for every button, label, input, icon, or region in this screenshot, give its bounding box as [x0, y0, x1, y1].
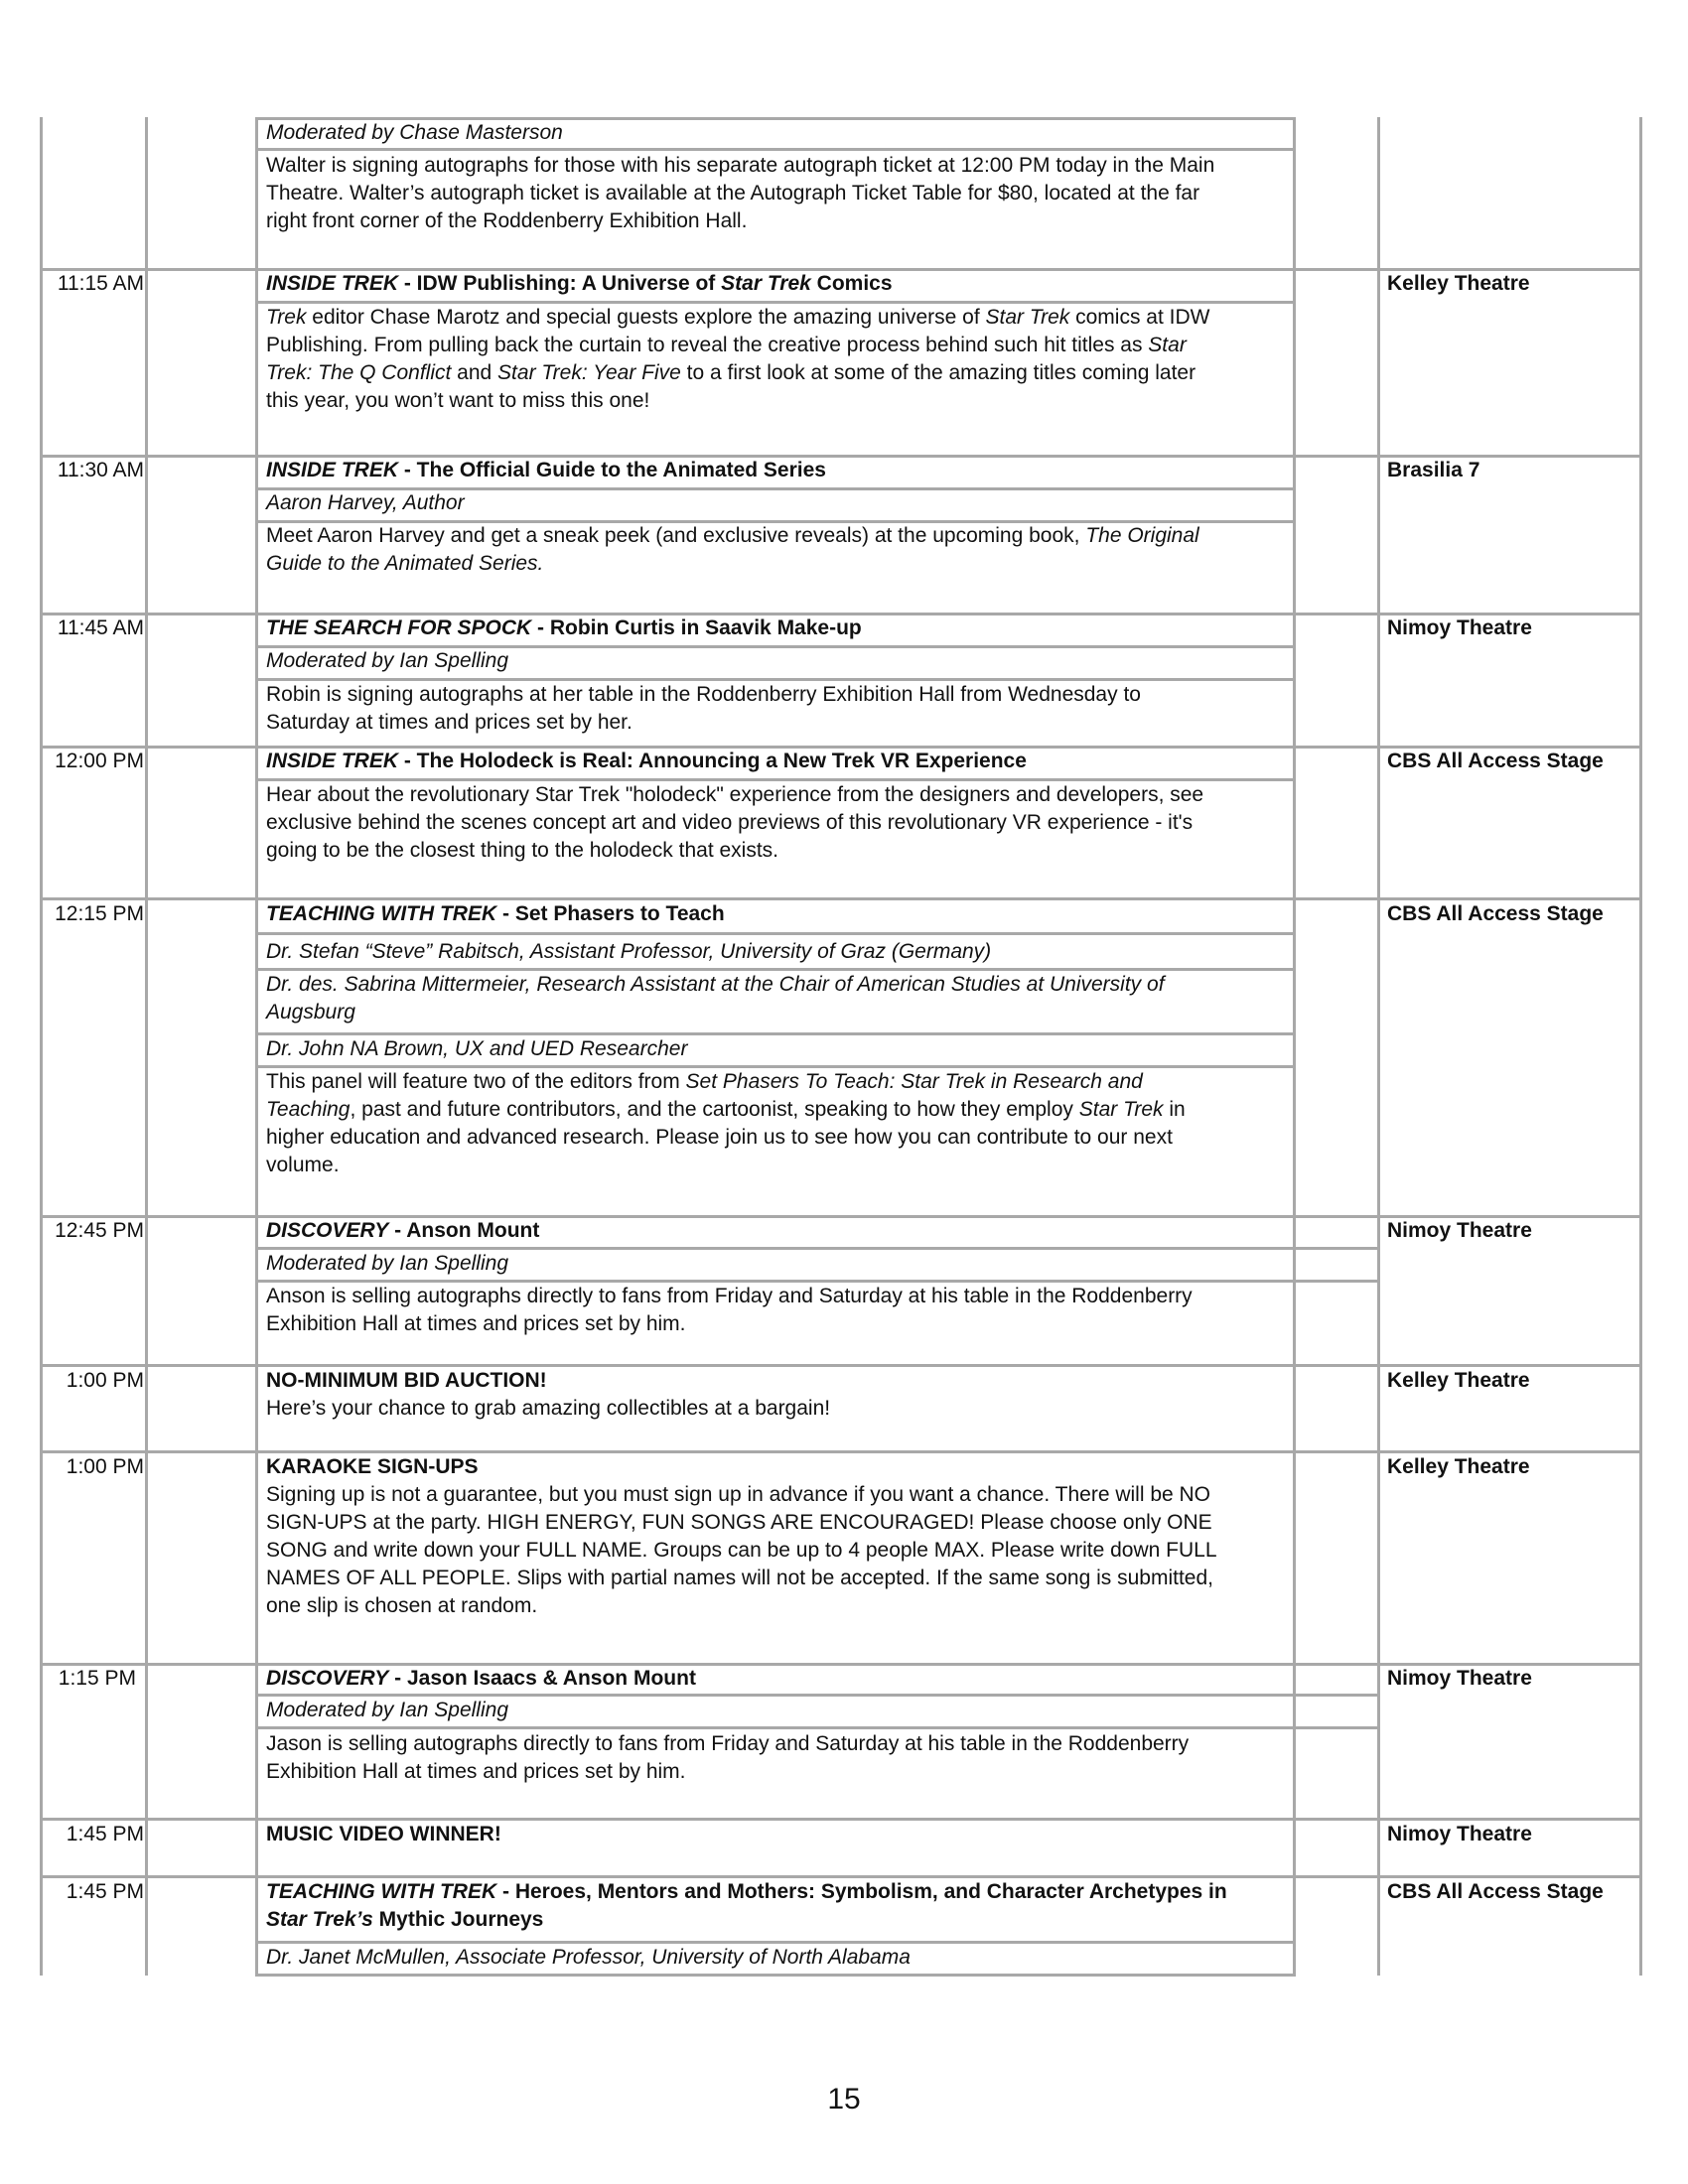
session-title: MUSIC VIDEO WINNER! — [266, 1823, 501, 1845]
session-room: Nimoy Theatre — [1387, 1823, 1532, 1845]
description-line: SIGN-UPS at the party. HIGH ENERGY, FUN SONGS ARE ENCOURAGED! Please choose only ONE — [266, 1511, 1212, 1534]
description-line: Signing up is not a guarantee, but you must sign up in advance if you want a chance. There will be NO — [266, 1483, 1211, 1506]
session-title: NO-MINIMUM BID AUCTION! — [266, 1369, 547, 1392]
session-time: 12:45 PM — [55, 1219, 144, 1242]
session-title: DISCOVERY - Anson Mount — [266, 1219, 540, 1242]
description-line: right front corner of the Roddenberry Exhibition Hall. — [266, 209, 748, 232]
description-line: Walter is signing autographs for those with his separate autograph ticket at 12:00 PM today in the Main — [266, 154, 1215, 177]
description-line: Guide to the Animated Series. — [266, 552, 544, 575]
session-title: TEACHING WITH TREK - Set Phasers to Teach — [266, 902, 725, 925]
session-title: INSIDE TREK - IDW Publishing: A Universe of Star Trek Comics — [266, 272, 893, 295]
session-title: INSIDE TREK - The Holodeck is Real: Announcing a New Trek VR Experience — [266, 750, 1027, 772]
speaker-text: Moderated by Ian Spelling — [266, 1699, 508, 1721]
description-line: Jason is selling autographs directly to fans from Friday and Saturday at his table in the Roddenberry — [266, 1732, 1190, 1755]
description-line: Teaching, past and future contributors, and the cartoonist, speaking to how they employ Star Trek in — [266, 1098, 1186, 1121]
session-time: 12:00 PM — [55, 750, 144, 772]
description-line: volume. — [266, 1154, 340, 1176]
cell-rule — [255, 1726, 1377, 1729]
session-time: 1:00 PM — [66, 1455, 144, 1478]
description-line: Anson is selling autographs directly to fans from Friday and Saturday at his table in the Roddenberry — [266, 1285, 1193, 1307]
session-title: DISCOVERY - Jason Isaacs & Anson Mount — [266, 1667, 696, 1690]
rule-col-room-right — [1639, 117, 1642, 1976]
description-line: Meet Aaron Harvey and get a sneak peek (and exclusive reveals) at the upcoming book, The Original — [266, 524, 1199, 547]
rule-col-event-left — [255, 117, 258, 1976]
cell-rule — [255, 1974, 1296, 1977]
speaker-text: Augsburg — [266, 1001, 355, 1024]
description-line: higher education and advanced research. Please join us to see how you can contribute to our next — [266, 1126, 1173, 1149]
description-line: going to be the closest thing to the holodeck that exists. — [266, 839, 778, 862]
session-time: 11:45 AM — [57, 616, 144, 639]
description-line: this year, you won’t want to miss this one! — [266, 389, 650, 412]
speaker-text: Aaron Harvey, Author — [266, 491, 465, 514]
speaker-text: Moderated by Ian Spelling — [266, 649, 508, 672]
description-line: NAMES OF ALL PEOPLE. Slips with partial names will not be accepted. If the same song is submitted, — [266, 1567, 1213, 1589]
session-time: 1:00 PM — [66, 1369, 144, 1392]
speaker-text: Dr. Stefan “Steve” Rabitsch, Assistant Professor, University of Graz (Germany) — [266, 940, 992, 963]
session-title: TEACHING WITH TREK - Heroes, Mentors and Mothers: Symbolism, and Character Archetypes in — [266, 1880, 1227, 1903]
session-title: THE SEARCH FOR SPOCK - Robin Curtis in Saavik Make-up — [266, 616, 862, 639]
session-title: INSIDE TREK - The Official Guide to the Animated Series — [266, 459, 826, 481]
session-room: Nimoy Theatre — [1387, 616, 1532, 639]
session-room: CBS All Access Stage — [1387, 902, 1604, 925]
session-time: 1:45 PM — [66, 1880, 144, 1903]
description-line: Exhibition Hall at times and prices set by him. — [266, 1312, 686, 1335]
speaker-text: Dr. John NA Brown, UX and UED Researcher — [266, 1037, 688, 1060]
description-line: SONG and write down your FULL NAME. Groups can be up to 4 people MAX. Please write down FULL — [266, 1539, 1217, 1562]
session-title: Star Trek’s Mythic Journeys — [266, 1908, 544, 1931]
description-line: Trek: The Q Conflict and Star Trek: Year Five to a first look at some of the amazing titles coming later — [266, 361, 1196, 384]
description-line: Trek editor Chase Marotz and special guests explore the amazing universe of Star Trek comics at IDW — [266, 306, 1210, 329]
session-room: CBS All Access Stage — [1387, 750, 1604, 772]
session-room: Nimoy Theatre — [1387, 1667, 1532, 1690]
rule-col-time-left — [40, 117, 43, 1976]
speaker-text: Dr. des. Sabrina Mittermeier, Research Assistant at the Chair of American Studies at University of — [266, 973, 1165, 996]
session-room: Kelley Theatre — [1387, 272, 1530, 295]
description-line: exclusive behind the scenes concept art and video previews of this revolutionary VR experience - it's — [266, 811, 1194, 834]
description-line: Hear about the revolutionary Star Trek "holodeck" experience from the designers and developers, see — [266, 783, 1204, 806]
description-line: Here’s your chance to grab amazing collectibles at a bargain! — [266, 1397, 831, 1420]
session-time: 1:45 PM — [66, 1823, 144, 1845]
description-line: Publishing. From pulling back the curtain to reveal the creative process behind such hit titles as Star — [266, 334, 1187, 356]
session-time: 1:15 PM — [58, 1667, 136, 1690]
session-time: 12:15 PM — [55, 902, 144, 925]
page-number: 15 — [827, 2083, 861, 2116]
session-room: Nimoy Theatre — [1387, 1219, 1532, 1242]
session-room: Brasilia 7 — [1387, 459, 1480, 481]
speaker-text: Dr. Janet McMullen, Associate Professor, University of North Alabama — [266, 1946, 911, 1969]
rule-col-time-right — [145, 117, 148, 1976]
session-room: Kelley Theatre — [1387, 1455, 1530, 1478]
description-line: This panel will feature two of the editors from Set Phasers To Teach: Star Trek in Research and — [266, 1070, 1143, 1093]
description-line: Exhibition Hall at times and prices set by him. — [266, 1760, 686, 1783]
description-line: Saturday at times and prices set by her. — [266, 711, 633, 734]
cell-rule — [255, 148, 1296, 151]
rule-col-event-right — [1293, 117, 1296, 1976]
description-line: one slip is chosen at random. — [266, 1594, 538, 1617]
session-room: Kelley Theatre — [1387, 1369, 1530, 1392]
session-time: 11:30 AM — [57, 459, 144, 481]
session-time: 11:15 AM — [57, 272, 144, 295]
description-line: Robin is signing autographs at her table in the Roddenberry Exhibition Hall from Wednesday to — [266, 683, 1141, 706]
description-line: Theatre. Walter’s autograph ticket is available at the Autograph Ticket Table for $80, located at the far — [266, 182, 1200, 205]
session-room: CBS All Access Stage — [1387, 1880, 1604, 1903]
cell-rule — [255, 932, 1296, 935]
session-title: KARAOKE SIGN-UPS — [266, 1455, 479, 1478]
moderator-text: Moderated by Chase Masterson — [266, 121, 563, 144]
speaker-text: Moderated by Ian Spelling — [266, 1252, 508, 1275]
rule-col-room-left — [1377, 117, 1380, 1976]
